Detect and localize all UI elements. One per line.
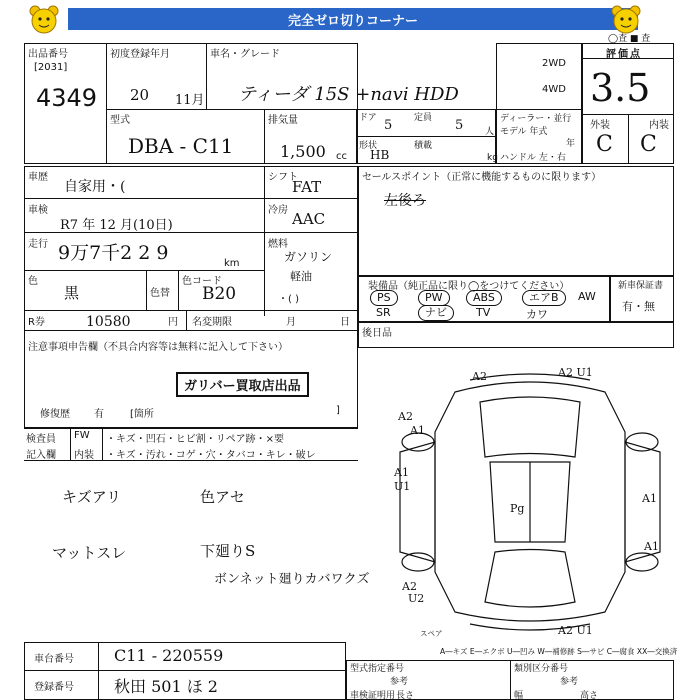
post-fitted-label: 後日品 [362, 328, 392, 339]
capacity-unit: 人 [485, 127, 495, 137]
equip-abs: ABS [466, 290, 502, 306]
score-value: 3.5 [590, 66, 651, 110]
mark-left-rear: A2 [402, 580, 417, 593]
history-value: 自家用・( [64, 179, 126, 195]
mark-right-door: A1 [642, 492, 657, 505]
inspector-row2: ・キズ・汚れ・コゲ・穴・タバコ・キレ・破レ [106, 450, 316, 461]
height-label: 高さ [580, 691, 599, 700]
mark-left-fender-2: A1 [410, 424, 425, 437]
class-label: 類別区分番号 [514, 664, 569, 674]
exterior-label: 外装 [590, 120, 610, 131]
lot-number: 4349 [36, 84, 98, 112]
car-condition-diagram [380, 362, 680, 642]
inspection-value: R7 年 12 月(10日) [60, 218, 173, 233]
mark-left-rear-2: U2 [408, 592, 425, 605]
notice-label: 注意事項申告欄（不具合内容等は無料に記入して下さい） [28, 342, 288, 353]
deadline-label: 名変期限 [192, 317, 232, 328]
width-label: 幅 [514, 691, 524, 700]
mark-roof: Pg [510, 502, 525, 515]
repair-location: [箇所 [130, 409, 154, 420]
score-label: 評価点 [606, 49, 642, 60]
color-value: 黒 [64, 284, 80, 302]
lot-number-label: 出品番号 [28, 49, 68, 60]
load-label: 積載 [414, 141, 433, 151]
mark-right-rear: A1 [644, 540, 659, 553]
aircon-label: 冷房 [268, 205, 288, 216]
diagram-legend: A―キズ E―エクボ U―凹み W―補修跡 S―サビ C―腐食 XX―交換済 [440, 647, 678, 656]
mark-left-door-2: U1 [394, 480, 411, 493]
recycle-label: R券 [28, 317, 45, 328]
equip-airbag: エアB [522, 290, 566, 306]
length-label: 長さ [396, 691, 415, 700]
displacement-unit: cc [336, 151, 347, 162]
first-reg-label: 初度登録年月 [110, 49, 170, 60]
page-banner: 完全ゼロ切りコーナー [68, 8, 638, 30]
color-code-label: 色コード [182, 276, 222, 287]
inspection-label: 車検 [28, 205, 48, 216]
model-name-label: 車名・グレード [210, 49, 280, 60]
fuel-value: ガソリン [284, 250, 333, 264]
mark-left-door: A1 [394, 466, 409, 479]
registration-label: 登録番号 [34, 682, 74, 693]
equip-pw: PW [418, 290, 450, 306]
mark-front-bumper: A2 U1 [558, 366, 593, 379]
dealer-label: ディーラー・並行 [500, 114, 572, 124]
note-scratch: キズアリ [62, 488, 122, 506]
shift-value: FAT [292, 178, 322, 196]
fuel-label: 燃料 [268, 239, 288, 250]
model-year-label: モデル 年式 [500, 127, 548, 137]
year-suffix: 年 [566, 139, 576, 149]
recycle-unit: 円 [168, 317, 178, 328]
warranty-value: 有・無 [622, 300, 655, 313]
model-code: DBA - C11 [128, 134, 234, 158]
first-reg-month: 11月 [175, 93, 205, 108]
equip-ps: PS [370, 290, 398, 306]
mark-rear-bumper: A2 U1 [558, 624, 593, 637]
warranty-label: 新車保証書 [618, 281, 664, 291]
inspector-label: 検査員 [26, 434, 56, 445]
shape-value: HB [370, 148, 390, 162]
post-fitted-block [358, 322, 674, 348]
inspector-row1: ・キズ・凹石・ヒビ割・リペア跡・×要 [106, 434, 284, 445]
interior-label: 内装 [649, 120, 669, 131]
equipment-label: 装備品（純正品に限り◯をつけてください） [368, 281, 570, 292]
shift-label: シフト [268, 172, 298, 183]
first-reg-year: 20 [130, 86, 150, 104]
mark-front-left: A2 [472, 370, 487, 383]
mark-left-fender: A2 [398, 410, 413, 423]
note-mats: マットスレ [52, 544, 127, 562]
displacement-label: 排気量 [268, 115, 298, 126]
entry-label: 記入欄 [26, 450, 56, 461]
bear-mascot-icon [26, 2, 62, 38]
model-code-label: 型式 [110, 115, 130, 126]
exterior-grade: C [596, 132, 613, 157]
repair-value: 有 [94, 409, 104, 420]
registration-value: 秋田 501 ほ 2 [114, 677, 218, 696]
aircon-value: AAC [292, 210, 326, 228]
recycle-value: 10580 [86, 314, 131, 330]
reference-2: 参考 [560, 677, 579, 687]
equip-leather: カワ [526, 308, 548, 321]
drive-2wd: 2WD [542, 58, 566, 69]
equip-tv: TV [476, 306, 491, 319]
inspector-fw: FW [74, 430, 90, 441]
doors-value: 5 [384, 118, 393, 133]
handle-label: ハンドル 左・右 [500, 153, 566, 163]
equip-aw: AW [578, 290, 596, 303]
note-bonnet: ボンネット廻りカバワクズ [214, 572, 370, 587]
fuel-diesel: 軽油 [290, 270, 312, 283]
equip-sr: SR [376, 306, 391, 319]
sales-point-label: セールスポイント（正常に機能するものに限ります） [362, 172, 602, 183]
note-under: 下廻りS [200, 542, 256, 560]
deadline-month: 月 [286, 317, 296, 328]
sales-point-value: 左後ろ [384, 193, 426, 209]
interior-grade: C [640, 132, 657, 157]
capacity-value: 5 [455, 118, 464, 133]
deadline-day: 日 [340, 317, 350, 328]
chassis-value: C11 - 220559 [114, 646, 224, 665]
lot-code: [2031] [34, 62, 68, 73]
type-designation-label: 型式指定番号 [350, 664, 405, 674]
inspector-interior: 内装 [74, 450, 94, 461]
fuel-extra: ・( ) [278, 294, 299, 305]
chassis-label: 車台番号 [34, 654, 74, 665]
mileage-label: 走行 [28, 239, 48, 250]
repair-close: ] [336, 405, 340, 416]
mileage-unit: km [224, 258, 240, 269]
displacement-value: 1,500 [280, 142, 326, 161]
corner-note: ◯査 ■ 査 [608, 34, 651, 44]
mileage-value: 9万7千2 2 9 [58, 242, 169, 264]
model-name: ティーダ 15S +navi HDD [238, 84, 459, 105]
capacity-label: 定員 [414, 113, 433, 123]
reference-1: 参考 [390, 677, 409, 687]
repair-label: 修復歴 [40, 409, 70, 420]
color-label: 色 [28, 276, 38, 287]
gulliver-stamp: ガリバー買取店出品 [176, 372, 309, 397]
diagram-spare: スペア [420, 629, 443, 638]
color-change-label: 色替 [150, 288, 170, 299]
drive-4wd: 4WD [542, 84, 566, 95]
history-label: 車歴 [28, 172, 48, 183]
note-color-fade: 色アセ [200, 488, 245, 506]
shape-label: 形状 [359, 141, 378, 151]
color-code-value: B20 [202, 284, 237, 304]
doors-label: ドア [359, 113, 377, 123]
equip-navi: ナビ [418, 305, 454, 321]
cert-label: 車検証明用 [350, 691, 396, 700]
load-unit: kg [487, 153, 498, 163]
